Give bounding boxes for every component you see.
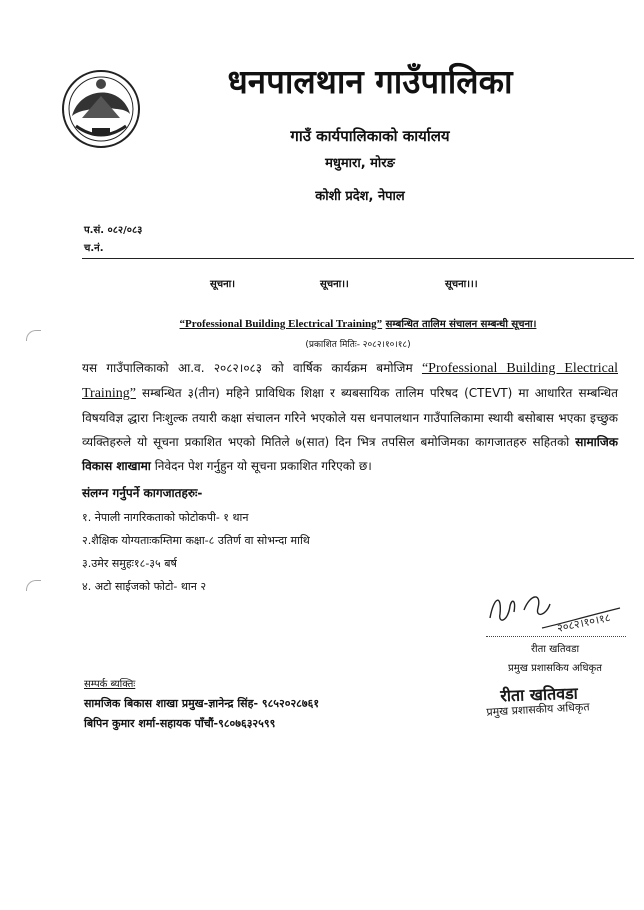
signature-line [486, 636, 626, 637]
stamp-name: रीता खतिवडा [499, 683, 579, 706]
body-part-2: सम्बन्धित ३(तीन) महिने प्राविधिक शिक्षा र ब्यबसायिक तालिम परिषद (CTEVT) मा आधारित सम्बन्धित विषयविज्ञ द्धारा निःशुल्क तयारी कक्षा संचालन गरिने भएकोले यस धनपालथान गाउँपालिकामा स्थायी बसोबास भएका इच्छुक व्यक्तिहरुले यो सूचना प्रकाशित भएको मितिले ७(सात) दिन भित्र तपसिल बमोजिमका कागजातहरु सहितको [82, 386, 618, 449]
requirement-item-3: ३.उमेर समुहः१८-३५ बर्ष [82, 557, 177, 570]
notice-label-1: सूचना। [210, 279, 236, 290]
notice-label-3: सूचना।।। [445, 279, 478, 290]
nepal-government-emblem-icon [52, 66, 150, 152]
subject-text: सम्बन्धित तालिम संचालन सम्बन्धी सूचना। [385, 319, 537, 330]
requirement-item-2: २.शैक्षिक योग्यताःकम्तिमा कक्षा-८ उतिर्ण वा सोभन्दा माथि [82, 534, 310, 547]
notice-subject [82, 316, 634, 330]
municipality-title: धनपालथान गाउँपालिका [227, 62, 513, 101]
contact-person-1: सामजिक बिकास शाखा प्रमुख-ज्ञानेन्द्र सिंह- ९८५२०२८७६१ [84, 697, 320, 710]
requirements-heading: संलग्न गर्नुपर्ने कागजातहरुः- [82, 486, 203, 500]
contact-heading: सम्पर्क ब्यक्तिः [84, 679, 136, 690]
signature-date: २०८२।१०।१८ [555, 610, 612, 635]
reference-number: प.सं. ०८२/०८३ [84, 225, 143, 236]
subject-training-name: “Professional Building Electrical Training” [179, 318, 383, 330]
province-name: कोशी प्रदेश, नेपाल [315, 189, 405, 204]
published-date: (प्रकाशित मितिः- २०८२।१०।१८) [305, 340, 411, 350]
dispatch-number: च.नं. [84, 243, 104, 254]
margin-mark [26, 330, 41, 341]
notice-label-2: सूचना।। [320, 279, 349, 290]
margin-mark [26, 580, 41, 591]
office-location: मधुमारा, मोरङ [325, 156, 395, 171]
requirement-item-4: ४. अटो साईजको फोटो- थान २ [82, 580, 207, 593]
office-name: गाउँ कार्यपालिकाको कार्यालय [290, 127, 450, 145]
body-section-name: सामाजिक विकास शाखामा [82, 435, 618, 473]
requirement-item-1: १. नेपाली नागरिकताको फोटोकपी- १ थान [82, 511, 249, 524]
body-part-3: निवेदन पेश गर्नुहुन यो सूचना प्रकाशित गरिएको छ। [150, 459, 372, 473]
notice-body [82, 356, 618, 478]
handwritten-signature [480, 588, 630, 636]
header-divider [82, 258, 634, 259]
body-part-1: यस गाउँपालिकाको आ.व. २०८२।०८३ को वार्षिक कार्यक्रम बमोजिम [82, 361, 422, 375]
body-training-name: “Professional Building Electrical Training” [82, 361, 618, 401]
contact-person-2: बिपिन कुमार शर्मा-सहायक पाँचौं-९८०७६३२५९९ [84, 717, 276, 730]
signatory-title: प्रमुख प्रशासकिय अधिकृत [508, 663, 602, 674]
stamp-title: प्रमुख प्रशासकीय अधिकृत [486, 700, 590, 719]
signatory-name: रीता खतिवडा [530, 644, 580, 655]
